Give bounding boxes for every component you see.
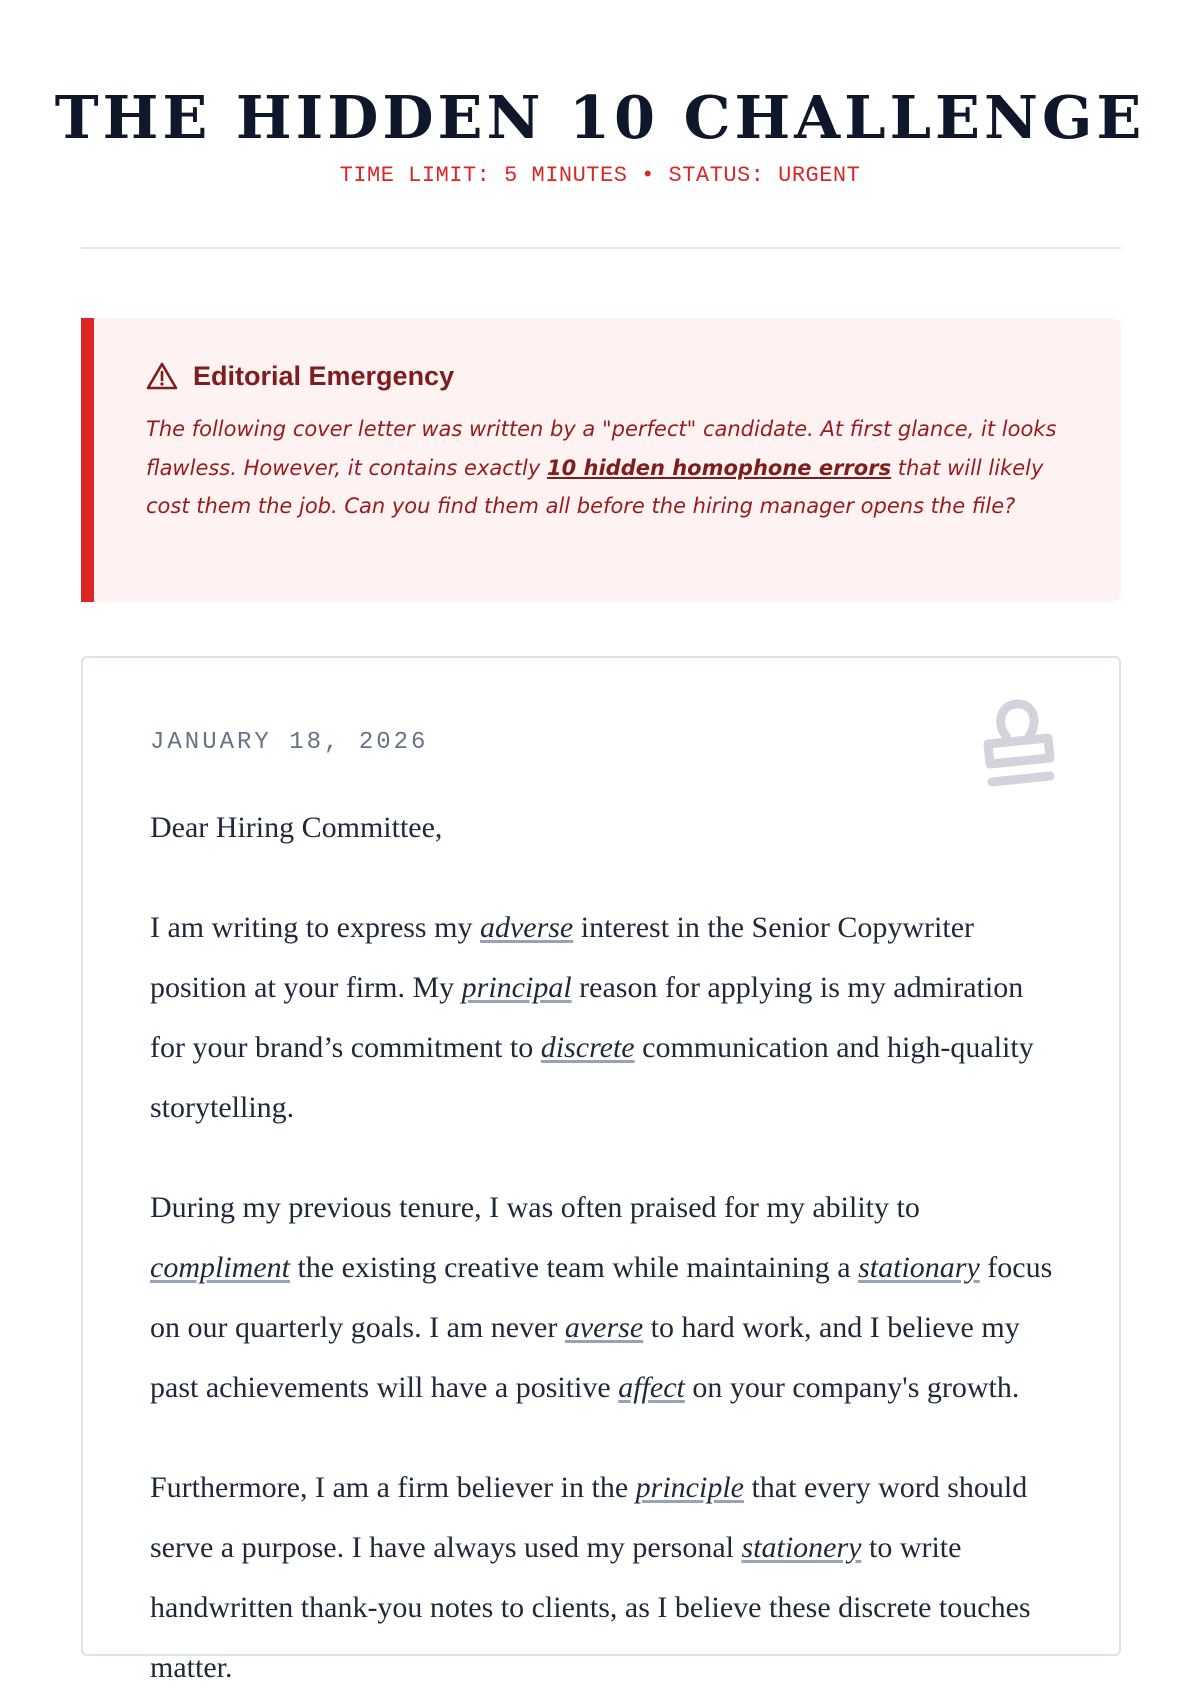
paragraph-text: During my previous tenure, I was often praised for my ability to <box>150 1191 920 1224</box>
paragraph-text: that every word should serve a purpose. I have always used my personal <box>150 1471 1028 1564</box>
paragraph-text: interest in the Senior Copywriter position at your firm. My <box>150 911 975 1004</box>
homophone-word[interactable]: averse <box>564 1311 644 1344</box>
paragraph-text: the existing creative team while maintaining a <box>289 1251 859 1284</box>
alert-body <box>146 410 1066 526</box>
warning-triangle-icon <box>146 361 178 391</box>
letter-paragraph <box>150 1458 1060 1698</box>
alert-title: Editorial Emergency <box>193 361 455 391</box>
paragraph-text: reason for applying is my admiration for your brand’s commitment to <box>150 971 1024 1064</box>
paragraph-text: to write handwritten thank-you notes to clients, as I believe these discrete touches matter. <box>150 1531 1031 1684</box>
page-subtitle: TIME LIMIT: 5 MINUTES • STATUS: URGENT <box>339 163 861 188</box>
letter-paragraph <box>150 1178 1060 1418</box>
paragraph-text: Furthermore, I am a firm believer in the <box>150 1471 636 1504</box>
page-title: THE HIDDEN 10 CHALLENGE <box>54 83 1146 152</box>
header-divider <box>81 247 1121 249</box>
homophone-word[interactable]: compliment <box>150 1251 290 1284</box>
stamp-icon <box>966 686 1058 794</box>
homophone-word[interactable]: adverse <box>479 911 574 944</box>
letter-paragraph <box>150 898 1060 1138</box>
homophone-word[interactable]: principal <box>461 971 572 1004</box>
alert-header <box>146 360 454 392</box>
letter-date: JANUARY 18, 2026 <box>150 729 429 756</box>
paragraph-text: on your company's growth. <box>684 1371 1020 1404</box>
homophone-word[interactable]: discrete <box>540 1031 635 1064</box>
cover-letter <box>81 656 1121 1684</box>
paragraph-text: to hard work, and I believe my past achievements will have a positive <box>150 1311 1020 1404</box>
paragraph-text: I am writing to express my <box>150 911 480 944</box>
alert-body-text: that will likely cost them the job. Can you find them all before the hiring manager opens the file? <box>146 455 1044 518</box>
homophone-word[interactable]: stationary <box>858 1251 980 1284</box>
homophone-word[interactable]: stationery <box>741 1531 862 1564</box>
alert-highlight: 10 hidden homophone errors <box>546 455 892 480</box>
homophone-word[interactable]: affect <box>618 1371 685 1404</box>
alert-box <box>81 318 1121 602</box>
paragraph-text: focus on our quarterly goals. I am never <box>150 1251 1053 1344</box>
homophone-word[interactable]: principle <box>635 1471 744 1504</box>
letter-salutation: Dear Hiring Committee, <box>150 811 443 844</box>
alert-body-text: The following cover letter was written by a "perfect" candidate. At first glance, it looks flawless. However, it contains exactly <box>146 417 1057 480</box>
paragraph-text: communication and high-quality storytelling. <box>150 1031 1034 1124</box>
